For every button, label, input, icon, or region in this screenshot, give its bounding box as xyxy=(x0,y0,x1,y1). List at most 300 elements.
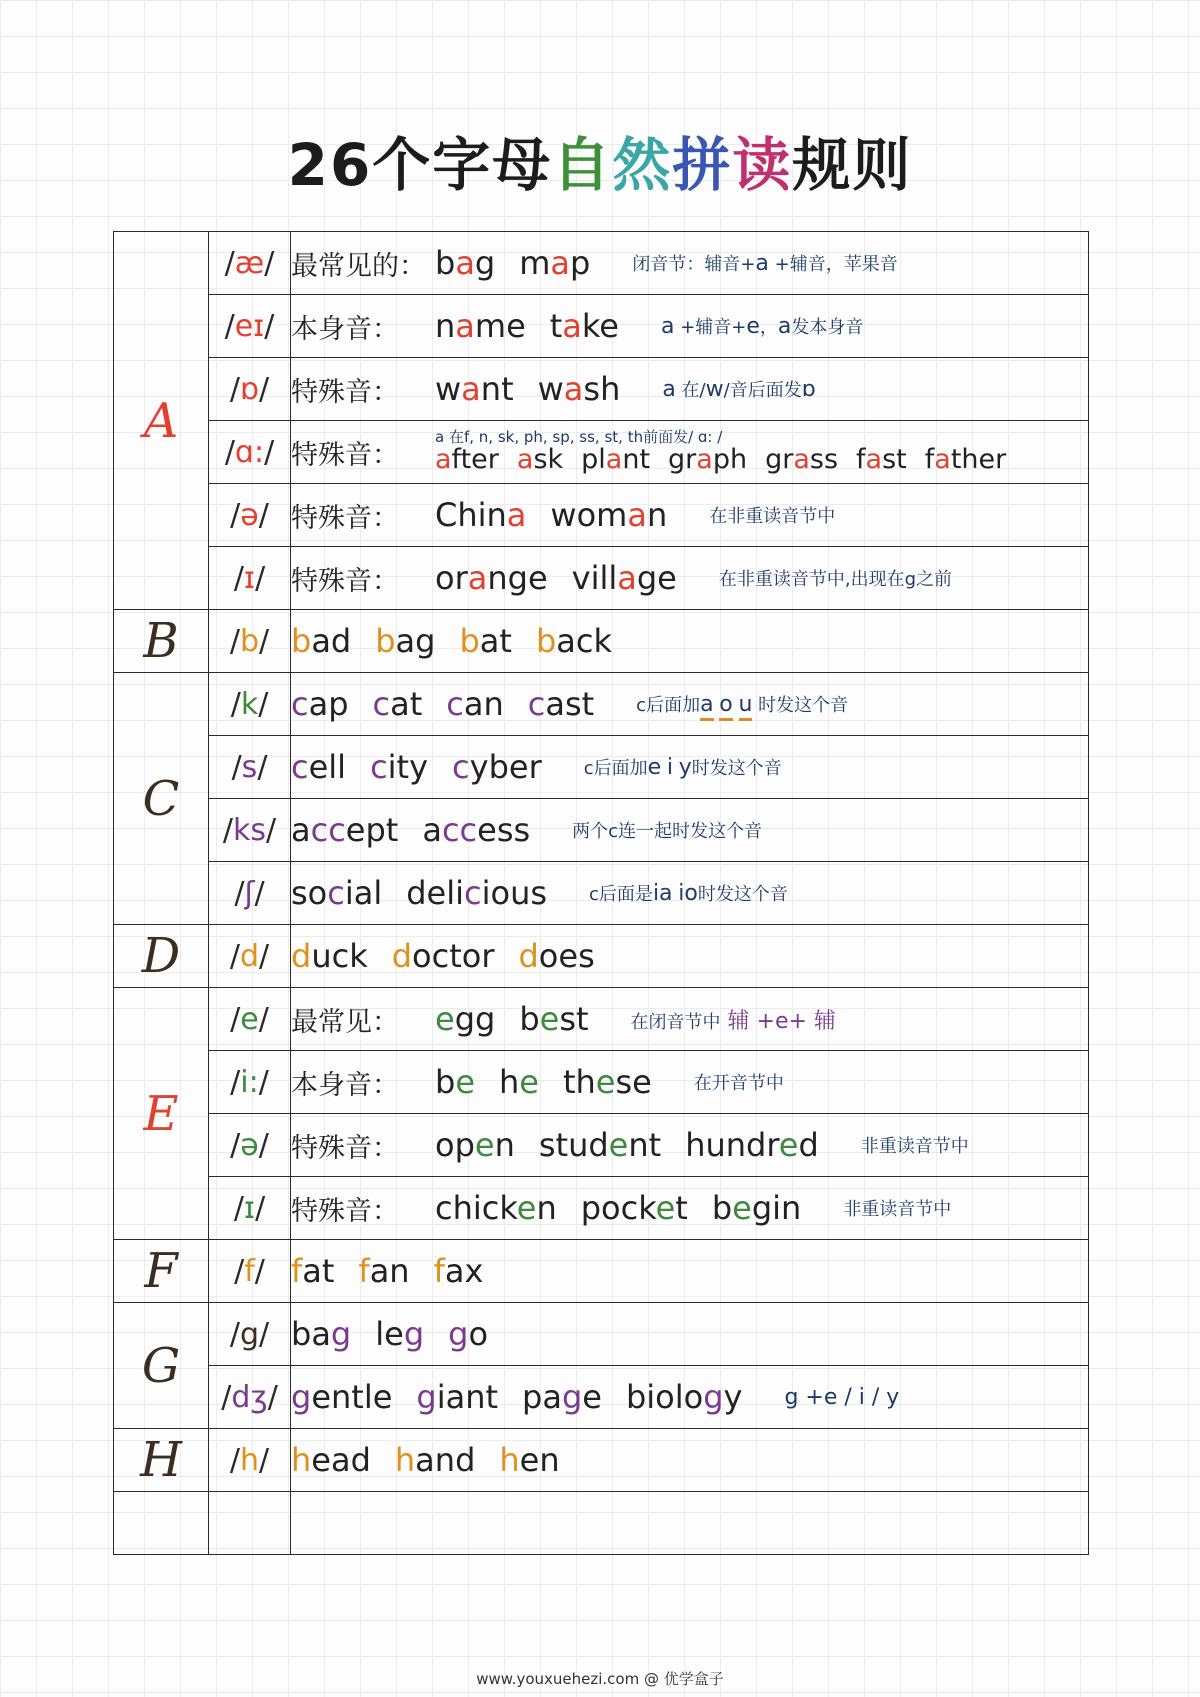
word-letters: uck xyxy=(311,937,368,975)
note-emphasis: y xyxy=(678,755,692,780)
highlighted-letters: e xyxy=(595,1063,616,1101)
two-line-block xyxy=(435,427,1024,475)
example-cell xyxy=(291,421,1089,484)
example-cell xyxy=(291,736,1089,799)
example-cell xyxy=(291,295,1089,358)
highlighted-letters: f xyxy=(291,1252,303,1290)
table-row xyxy=(114,484,1089,547)
ipa-cell xyxy=(209,925,291,988)
example-word xyxy=(375,622,435,660)
table-row xyxy=(114,1366,1089,1429)
example-words xyxy=(435,244,614,282)
example-cell xyxy=(291,799,1089,862)
word-letters: n xyxy=(536,1189,557,1227)
word-letters: pock xyxy=(580,1189,656,1227)
slash: / xyxy=(259,1316,270,1352)
note-text: 在开音节中 xyxy=(693,1073,784,1094)
highlighted-letters: a xyxy=(793,443,810,475)
example-word xyxy=(522,1378,602,1416)
rule-note xyxy=(861,1132,969,1158)
example-word xyxy=(435,444,499,475)
sound-type-label: 特殊音： xyxy=(291,439,399,471)
slash: / xyxy=(229,938,240,974)
word-letters: ss xyxy=(809,443,839,475)
highlighted-letters: cc xyxy=(310,811,346,849)
word-letters: th xyxy=(562,1063,596,1101)
example-word xyxy=(499,1063,539,1101)
highlighted-letters: a xyxy=(934,443,951,475)
word-letters: ther xyxy=(950,443,1007,475)
sound-type-label: 本身音： xyxy=(291,313,399,345)
example-word xyxy=(392,937,495,975)
slash: / xyxy=(266,812,277,848)
example-words xyxy=(291,937,619,975)
word-letters: y xyxy=(723,1378,743,1416)
slash: / xyxy=(258,497,269,533)
word-letters: sk xyxy=(533,443,564,475)
title-colored-char: 然 xyxy=(612,131,673,199)
word-letters: e xyxy=(506,307,526,345)
slash: / xyxy=(257,749,268,785)
word-letters: yber xyxy=(469,748,542,786)
word-letters: ap xyxy=(308,685,349,723)
note-text: 在非重读音节中,出现在g之前 xyxy=(718,569,952,590)
word-letters: an xyxy=(463,685,504,723)
table-row xyxy=(114,421,1089,484)
highlighted-letters: a xyxy=(435,443,452,475)
note-emphasis: e xyxy=(746,314,760,339)
example-words xyxy=(435,559,701,597)
note-text: 时发这个音 xyxy=(697,884,788,905)
slash: / xyxy=(259,371,270,407)
example-word xyxy=(446,685,503,723)
example-words xyxy=(291,1441,584,1479)
example-words xyxy=(291,685,618,723)
highlighted-letters: a xyxy=(563,370,584,408)
slash: / xyxy=(224,245,235,281)
ipa-cell xyxy=(209,1051,291,1114)
slash: / xyxy=(255,560,266,596)
slash: / xyxy=(230,497,241,533)
example-word xyxy=(291,622,351,660)
note-emphasis: ɒ xyxy=(801,377,816,402)
word-letters: st xyxy=(882,443,907,475)
slash: / xyxy=(258,686,269,722)
highlighted-letters: e xyxy=(778,1126,799,1164)
example-word xyxy=(435,496,526,534)
title-part-plain: 26个字母 xyxy=(287,131,553,199)
highlighted-letters: e xyxy=(474,1126,495,1164)
note-emphasis: a xyxy=(777,314,792,339)
table-row xyxy=(114,358,1089,421)
ipa-symbol: ə xyxy=(240,1127,259,1163)
note-text: c后面加 xyxy=(636,695,701,716)
slash: / xyxy=(259,623,270,659)
highlighted-letters: h xyxy=(394,1441,416,1479)
sound-type-label: 最常见的： xyxy=(291,250,426,282)
rule-note xyxy=(589,880,788,906)
note-text: 时发这个音 xyxy=(691,758,782,779)
word-letters: a xyxy=(291,811,311,849)
slash: / xyxy=(230,1001,241,1037)
sound-type-label: 本身音： xyxy=(291,1069,399,1101)
table-row xyxy=(114,862,1089,925)
example-cell xyxy=(291,232,1089,295)
word-letters: h xyxy=(499,1063,520,1101)
example-word xyxy=(435,1189,557,1227)
slash: / xyxy=(264,434,275,470)
example-cell xyxy=(291,1114,1089,1177)
example-word xyxy=(416,1378,498,1416)
example-word xyxy=(856,444,907,475)
highlighted-letters: e xyxy=(732,1189,752,1227)
note-emphasis: 辅 +e+ 辅 xyxy=(720,1008,836,1034)
slash: / xyxy=(233,1190,244,1226)
note-emphasis: e xyxy=(647,755,662,780)
note-text: 在非重读音节中 xyxy=(709,506,836,527)
example-word xyxy=(518,937,594,975)
word-letters: n xyxy=(435,307,456,345)
word-letters: op xyxy=(435,1126,475,1164)
example-words xyxy=(435,1189,825,1227)
ipa-symbol: d xyxy=(239,938,260,974)
slash: / xyxy=(258,1001,269,1037)
table-row xyxy=(114,1492,1089,1555)
ipa-symbol: ks xyxy=(232,812,266,848)
highlighted-letters: a xyxy=(617,559,637,597)
ipa-cell xyxy=(209,799,291,862)
example-words xyxy=(291,1378,766,1416)
word-letters: entle xyxy=(311,1378,393,1416)
table-row xyxy=(114,1051,1089,1114)
highlighted-letters: c xyxy=(291,685,309,723)
example-word xyxy=(572,559,677,597)
highlighted-letters: a xyxy=(455,307,475,345)
highlighted-letters: e xyxy=(519,1063,539,1101)
highlighted-letters: a xyxy=(455,244,475,282)
ipa-symbol: g xyxy=(239,1316,260,1352)
sound-type-label: 最常见： xyxy=(291,1006,399,1038)
word-letters: ess xyxy=(477,811,531,849)
table-row xyxy=(114,673,1089,736)
table-row xyxy=(114,1429,1089,1492)
slash: / xyxy=(229,1316,240,1352)
note-text: 时发这个音 xyxy=(752,695,849,716)
rule-note xyxy=(632,250,897,276)
slash: / xyxy=(234,875,245,911)
note-text: 在/ xyxy=(675,380,706,401)
example-word xyxy=(925,444,1006,475)
word-letters: le xyxy=(375,1315,404,1353)
example-word xyxy=(435,244,495,282)
table-row xyxy=(114,799,1089,862)
ipa-cell xyxy=(209,988,291,1051)
word-letters: octor xyxy=(412,937,495,975)
word-letters: n xyxy=(494,1126,515,1164)
example-word xyxy=(435,559,548,597)
ipa-cell xyxy=(209,484,291,547)
highlighted-letters: h xyxy=(291,1441,312,1479)
word-letters: f xyxy=(924,443,935,475)
word-letters: ack xyxy=(556,622,612,660)
word-letters: m xyxy=(519,244,551,282)
highlighted-letters: d xyxy=(518,937,539,975)
ipa-cell xyxy=(209,1114,291,1177)
rule-note xyxy=(636,691,848,717)
ipa-symbol: i: xyxy=(240,1064,259,1100)
ipa-symbol: ɪ xyxy=(243,1190,256,1226)
table-row xyxy=(114,1240,1089,1303)
ipa-cell xyxy=(209,673,291,736)
example-word xyxy=(668,444,747,475)
slash: / xyxy=(234,1253,245,1289)
example-words xyxy=(291,1252,507,1290)
word-letters: ity xyxy=(387,748,429,786)
note-text: /音后面发 xyxy=(723,380,802,401)
word-letters: biolo xyxy=(625,1378,704,1416)
example-words xyxy=(291,748,566,786)
slash: / xyxy=(258,1127,269,1163)
example-word xyxy=(435,1063,475,1101)
note-text: 非重读音节中 xyxy=(860,1136,969,1157)
word-letters: se xyxy=(615,1063,652,1101)
word-letters: at xyxy=(302,1252,335,1290)
word-letters: gin xyxy=(751,1189,802,1227)
highlighted-letters: e xyxy=(455,1063,475,1101)
word-letters: en xyxy=(519,1441,560,1479)
example-word xyxy=(435,1126,515,1164)
slash: / xyxy=(264,308,275,344)
example-word xyxy=(358,1252,409,1290)
example-word xyxy=(291,1252,334,1290)
note-emphasis: i xyxy=(666,755,674,780)
sound-type-label: 特殊音： xyxy=(291,502,399,534)
ipa-symbol: h xyxy=(239,1442,259,1478)
word-letters: or xyxy=(435,559,468,597)
ipa-symbol: ɑ: xyxy=(234,434,265,470)
word-letters: chick xyxy=(435,1189,517,1227)
example-word xyxy=(291,811,398,849)
highlighted-letters: g xyxy=(448,1315,469,1353)
rule-note xyxy=(843,1195,951,1221)
table-row xyxy=(114,610,1089,673)
example-word xyxy=(581,1189,688,1227)
note-emphasis: a xyxy=(700,692,713,721)
table-row xyxy=(114,1303,1089,1366)
highlighted-letters: a xyxy=(605,443,623,475)
ipa-cell xyxy=(209,1492,291,1555)
highlighted-letters: c xyxy=(464,874,482,912)
slash: / xyxy=(229,1442,240,1478)
slash: / xyxy=(230,1064,241,1100)
ipa-symbol: e xyxy=(240,1001,259,1037)
note-text: +辅音+ xyxy=(674,317,747,338)
slash: / xyxy=(259,938,270,974)
example-word xyxy=(373,685,423,723)
highlighted-letters: b xyxy=(535,622,557,660)
rule-note xyxy=(584,754,782,780)
note-text xyxy=(733,695,739,716)
word-letters: st xyxy=(559,1000,589,1038)
highlighted-letters: g xyxy=(291,1378,312,1416)
example-word xyxy=(517,444,563,475)
highlighted-letters: a xyxy=(516,443,534,475)
table-row xyxy=(114,736,1089,799)
ipa-cell xyxy=(209,547,291,610)
example-word xyxy=(536,622,612,660)
word-letters: oes xyxy=(538,937,595,975)
example-word xyxy=(626,1378,743,1416)
example-cell xyxy=(291,1492,1089,1555)
ipa-symbol: k xyxy=(240,686,259,722)
ipa-cell xyxy=(209,1177,291,1240)
highlighted-letters: e xyxy=(516,1189,537,1227)
ipa-cell xyxy=(209,1366,291,1429)
highlighted-letters: b xyxy=(459,622,480,660)
highlighted-letters: c xyxy=(327,874,345,912)
note-text: c后面加 xyxy=(583,758,648,779)
note-text: +辅音，苹果音 xyxy=(768,254,898,275)
example-word xyxy=(435,307,526,345)
note-text: 非重读音节中 xyxy=(843,1199,952,1220)
word-letters: wom xyxy=(550,496,628,534)
example-word xyxy=(712,1189,801,1227)
word-letters: ell xyxy=(308,748,347,786)
note-emphasis: w xyxy=(705,377,724,402)
highlighted-letters: a xyxy=(550,244,571,282)
highlighted-letters: g xyxy=(703,1378,724,1416)
word-letters: e xyxy=(582,1378,602,1416)
example-word xyxy=(422,811,530,849)
highlighted-letters: c xyxy=(452,748,470,786)
ipa-cell xyxy=(209,862,291,925)
example-word xyxy=(581,444,650,475)
rule-note xyxy=(662,376,815,402)
note-emphasis: u xyxy=(739,692,753,721)
highlighted-letters: f xyxy=(358,1252,370,1290)
word-letters: pl xyxy=(581,443,606,475)
word-letters: f xyxy=(856,443,866,475)
example-word xyxy=(291,937,368,975)
title-colored-char: 读 xyxy=(732,131,793,199)
note-text: 闭音节：辅音+ xyxy=(632,254,756,275)
word-letters: m xyxy=(474,307,507,345)
example-cell xyxy=(291,1366,1089,1429)
highlighted-letters: e xyxy=(655,1189,676,1227)
phonics-table xyxy=(113,231,1089,1555)
slash: / xyxy=(267,1379,278,1415)
table-row xyxy=(114,988,1089,1051)
ipa-cell xyxy=(209,232,291,295)
letter-cell xyxy=(114,1492,209,1555)
note-emphasis: a xyxy=(660,314,675,339)
slash: / xyxy=(231,749,242,785)
ipa-symbol: b xyxy=(239,623,260,659)
word-letters: so xyxy=(291,874,328,912)
word-letters: ph xyxy=(712,443,748,475)
rule-note xyxy=(784,1385,899,1410)
highlighted-letters: c xyxy=(446,685,464,723)
example-word xyxy=(435,370,514,408)
example-word xyxy=(499,1441,559,1479)
note-emphasis: ia xyxy=(652,881,673,906)
word-letters: ept xyxy=(345,811,399,849)
example-cell xyxy=(291,673,1089,736)
letter-cell: D xyxy=(114,925,209,988)
word-letters: k xyxy=(581,307,600,345)
example-words xyxy=(291,622,636,660)
example-words xyxy=(435,1063,676,1101)
note-text: c后面是 xyxy=(589,884,653,905)
table-row xyxy=(114,232,1089,295)
example-word xyxy=(550,307,619,345)
slash: / xyxy=(254,1253,265,1289)
highlighted-letters: f xyxy=(433,1252,445,1290)
sound-type-label: 特殊音： xyxy=(291,1195,399,1227)
example-words xyxy=(435,1126,843,1164)
title-colored-char: 自 xyxy=(552,131,613,199)
highlighted-letters: e xyxy=(435,1000,455,1038)
example-cell xyxy=(291,1240,1089,1303)
word-letters: ious xyxy=(481,874,548,912)
word-letters: t xyxy=(501,370,514,408)
word-letters: w xyxy=(435,370,462,408)
example-word xyxy=(765,444,838,475)
note-text: 两个c连一起时发这个音 xyxy=(572,821,763,842)
highlighted-letters: a xyxy=(506,496,527,534)
word-letters: a xyxy=(422,811,442,849)
slash: / xyxy=(224,308,235,344)
letter-cell: F xyxy=(114,1240,209,1303)
example-word xyxy=(291,748,346,786)
highlighted-letters: c xyxy=(527,685,546,723)
example-words xyxy=(435,443,1024,475)
word-letters: h xyxy=(600,370,621,408)
highlighted-letters: a xyxy=(696,443,713,475)
word-letters: iant xyxy=(436,1378,499,1416)
example-cell xyxy=(291,610,1089,673)
note-emphasis: a xyxy=(755,251,769,276)
ipa-cell xyxy=(209,610,291,673)
word-letters: at xyxy=(479,622,512,660)
ipa-symbol: eɪ xyxy=(234,308,265,344)
word-letters: and xyxy=(415,1441,476,1479)
ipa-cell xyxy=(209,358,291,421)
highlighted-letters: b xyxy=(291,622,312,660)
example-word xyxy=(685,1126,819,1164)
ipa-symbol: ɒ xyxy=(239,371,260,407)
highlighted-letters: e xyxy=(608,1126,629,1164)
example-words xyxy=(435,307,643,345)
letter-cell: H xyxy=(114,1429,209,1492)
note-emphasis: g +e / i / y xyxy=(784,1384,900,1410)
highlighted-letters: g xyxy=(403,1315,425,1353)
ipa-cell xyxy=(209,421,291,484)
highlighted-letters: a xyxy=(865,443,883,475)
word-letters: e xyxy=(599,307,619,345)
example-words xyxy=(435,370,644,408)
example-word xyxy=(452,748,542,786)
example-word xyxy=(291,1441,371,1479)
example-words xyxy=(291,874,571,912)
highlighted-letters: g xyxy=(416,1378,437,1416)
note-text: 在闭音节中 xyxy=(630,1011,721,1033)
slash: / xyxy=(255,1190,266,1226)
word-letters: n xyxy=(480,370,502,408)
rule-note xyxy=(631,1004,836,1035)
rule-note xyxy=(694,1069,784,1095)
word-letters: w xyxy=(537,370,564,408)
